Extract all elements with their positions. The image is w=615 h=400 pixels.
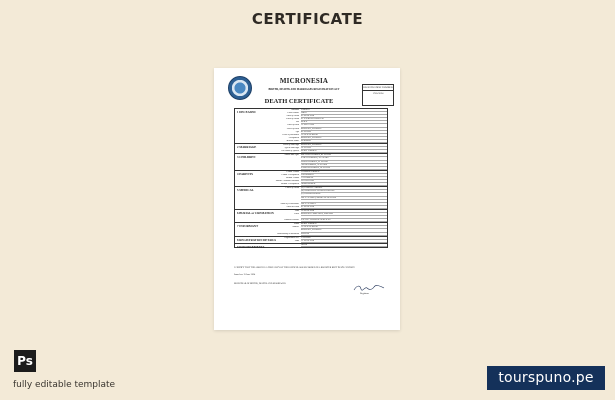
form-field — [263, 167, 387, 170]
form-field — [263, 150, 387, 153]
field-label: Full name of Spouse — [281, 150, 299, 153]
form-field — [263, 240, 387, 243]
field-label: Age — [295, 130, 299, 133]
form-section — [235, 244, 387, 247]
field-label: Mother's name — [285, 176, 299, 179]
field-label: Mother's occupation — [280, 183, 299, 186]
form-section — [235, 237, 387, 244]
field-label: Place of Death — [285, 118, 299, 121]
brand-badge[interactable]: tourspuno.pe — [487, 366, 605, 390]
field-value: 69 YEARS — [301, 131, 387, 134]
field-label: Place of Birth — [286, 127, 299, 130]
field-label: Occupation — [288, 136, 299, 139]
certify-statement: I CERTIFY THAT THE ABOVE IS A TRUE COPY OF THE PARTICULARS RECORDED IN A REGISTER KEPT IN MY CUSTODY — [234, 267, 355, 269]
field-value: KOLONIA CEMETERY, POHNPEI — [301, 213, 387, 216]
field-value: MARRIED — [301, 140, 387, 143]
registration-box — [362, 84, 394, 106]
field-label — [263, 244, 301, 247]
field-label: Sex — [295, 121, 299, 124]
form-section — [235, 144, 387, 154]
section-label: 8 REGISTRATION DETAILS — [237, 237, 277, 242]
template-caption: fully editable template — [13, 380, 116, 390]
registrar-title: REGISTRAR OF BIRTHS, DEATHS AND MARRIAGES — [234, 283, 286, 285]
field-label: Mother's Maiden Surname — [275, 180, 299, 183]
field-label: Date of Death — [286, 115, 299, 118]
field-label: Names and Ages — [284, 154, 299, 157]
field-label: Father's occupation — [281, 173, 299, 176]
field-value: O'BRIEN — [301, 109, 387, 112]
section-label: 7 INFORMANT — [237, 224, 259, 229]
document-title: DEATH CERTIFICATE — [264, 98, 334, 105]
form-field — [263, 183, 387, 186]
field-value: DAVID O'BRIEN, 35 YEARS — [301, 161, 387, 164]
field-value: (c) HYPERTENSION — [301, 193, 387, 196]
field-value: FISHERMAN — [301, 174, 387, 177]
form-field — [263, 206, 387, 209]
field-value: 12 JULY 1954 — [301, 124, 387, 127]
signature-label: Registrar — [360, 292, 369, 295]
field-label: Date of Birth — [287, 124, 299, 127]
field-label: Address — [292, 226, 299, 229]
field-value: (b) CORONARY ARTERY DISEASE — [301, 190, 387, 193]
field-value: THOMAS O'BRIEN — [301, 171, 387, 174]
issued-date: Issued on: 15 June 2024 — [234, 274, 256, 276]
field-label: Date — [294, 239, 299, 242]
field-value: PATRICK O'BRIEN, 28 YEARS — [301, 167, 387, 170]
field-value: MARY O'BRIEN — [301, 150, 387, 153]
field-value: KOLONIA, POHNPEI — [301, 229, 387, 232]
field-label: Surname — [291, 109, 299, 111]
registration-label: REGISTRATION NUMBER — [363, 85, 393, 91]
certificate-subtitle: BIRTHS, DEATHS AND MARRIAGES REGISTRATION ACT — [268, 88, 340, 91]
field-value: KOLONIA, POHNPEI — [301, 128, 387, 131]
field-value: 12 JUNE 2024 — [301, 240, 387, 243]
field-value: DR. L. NANPEI — [301, 203, 387, 206]
field-value: CATHERINE — [301, 177, 387, 180]
field-value: ST PATRICK HOSPITAL — [301, 118, 387, 121]
form-section — [235, 109, 387, 144]
form-section — [235, 210, 387, 223]
field-value: ANNE O'BRIEN, 31 YEARS — [301, 164, 387, 167]
field-value: 01 JUNE 2024 — [301, 206, 387, 209]
form-section — [235, 171, 387, 187]
form-section — [235, 187, 387, 210]
field-value: 26 YEARS — [301, 147, 387, 150]
section-label: 9 ENDORSEMENTS — [237, 244, 265, 249]
field-value: KOLONIA, POHNPEI — [301, 144, 387, 147]
photoshop-icon: Ps — [14, 350, 36, 372]
field-value: (a) CARDIAC ARREST — [301, 187, 387, 190]
section-label: 4 PARENTS — [237, 171, 254, 176]
form-section — [235, 223, 387, 236]
field-value: 10 JUNE 2024 — [301, 210, 387, 213]
form-field — [263, 233, 387, 236]
registrar-signature — [352, 284, 386, 292]
field-label: Marital Status — [286, 139, 299, 142]
field-label: Funeral Director — [283, 219, 299, 222]
field-label: Given Names — [287, 112, 299, 115]
field-label: Place of Marriage — [282, 144, 299, 147]
field-label: Date last seen — [286, 205, 299, 208]
field-label: Place — [294, 213, 299, 215]
field-label: Date — [294, 209, 299, 212]
form-field — [263, 140, 387, 143]
certificate-sheet — [214, 68, 400, 330]
field-value: LIVINGSTON — [301, 180, 387, 183]
section-label: 5 MEDICAL — [237, 188, 254, 193]
government-seal-icon — [228, 76, 252, 100]
field-value: DR. L. NANPEI, MEDICAL OFFICER — [301, 197, 387, 200]
field-value: 12 OCEAN ROAD — [301, 226, 387, 229]
field-value: 1765/2024 — [301, 237, 387, 240]
field-label: Relationship to deceased — [277, 232, 299, 235]
field-value: MICHAEL O'BRIEN, 42 YEARS — [301, 154, 387, 157]
field-value: 12 OCEAN ROAD — [301, 134, 387, 137]
form-field — [263, 219, 387, 222]
section-label: 3 CHILDREN — [237, 155, 256, 160]
field-label: Age at Marriage — [284, 147, 299, 150]
field-label: Cause of Death — [285, 187, 299, 190]
field-label — [263, 167, 301, 170]
section-label: 1 DECEASED — [237, 110, 256, 114]
field-label: Place of Residence — [282, 133, 299, 136]
section-label: 6 BURIAL or CREMATION — [237, 210, 274, 215]
certificate-country: MICRONESIA — [279, 77, 329, 85]
form-field — [263, 244, 387, 247]
field-value: JOHN — [301, 112, 387, 115]
field-value: MALE — [301, 121, 387, 124]
field-value: PACIFIC FUNERAL SERVICES — [301, 219, 387, 222]
page-heading: CERTIFICATE — [251, 10, 364, 28]
field-value: NONE — [301, 244, 387, 247]
field-label: Registration No. — [284, 236, 299, 239]
form-section — [235, 154, 387, 170]
registration-number: 1765/2024 — [372, 92, 384, 96]
field-label: Name — [293, 223, 299, 226]
field-label: Name of Practitioner — [280, 202, 299, 205]
field-value: 03 JUNE 2024 — [301, 115, 387, 118]
field-value: SPOUSE — [301, 233, 387, 236]
section-label: 2 MARRIAGE — [237, 145, 257, 150]
certificate-form — [234, 108, 388, 248]
field-value: HOMEMAKER — [301, 183, 387, 186]
field-label: Father's name — [286, 170, 299, 173]
field-value: MARY O'BRIEN — [301, 223, 387, 226]
field-value: KOLONIA, POHNPEI — [301, 137, 387, 140]
field-value: SARAH O'BRIEN, 39 YEARS — [301, 157, 387, 160]
